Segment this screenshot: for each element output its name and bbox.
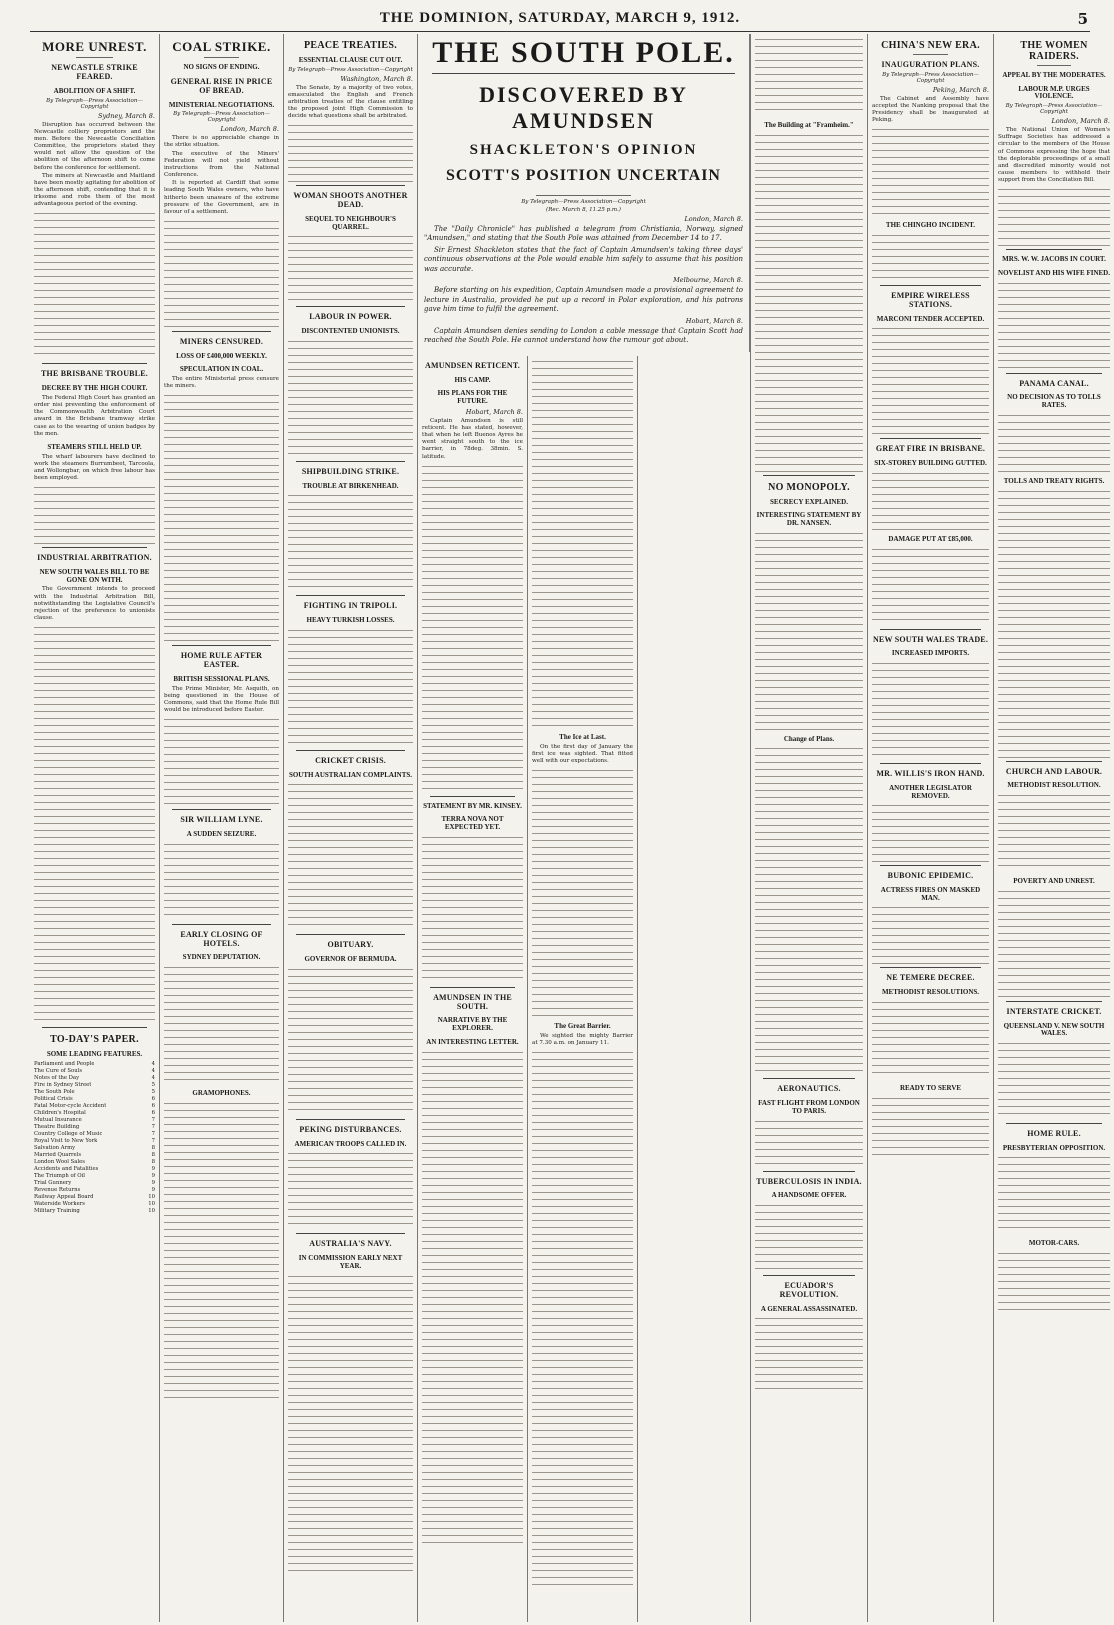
lead-text: Sir Ernest Shackleton states that the fact of Captain Amundsen's taking three days' continuous observations at the Pole would enable him safely to assume that his position was accurate. — [424, 245, 743, 273]
article-text-body — [755, 745, 863, 1075]
article-text: Disruption has occurred between the Newcastle colliery proprietors and the men. Before the Newcastle Conciliation Committee, the proprietors stated they would not allow the question of the abolition of the afternoon shift to come before the conference for settlement. — [34, 121, 155, 171]
headline: MRS. W. W. JACOBS IN COURT. — [1002, 255, 1106, 264]
features-list-item — [34, 1145, 155, 1152]
subheadline: The Great Barrier. — [554, 1022, 611, 1031]
feature-page: 5 — [151, 1081, 155, 1088]
subheadline: IN COMMISSION EARLY NEXT YEAR. — [298, 1254, 403, 1270]
dateline: Melbourne, March 8. — [673, 276, 743, 285]
subheadline: NARRATIVE BY THE EXPLORER. — [437, 1016, 508, 1033]
headline: AUSTRALIA'S NAVY. — [309, 1239, 392, 1249]
byline: By Telegraph—Press Association—Copyright — [173, 111, 270, 124]
byline: By Telegraph—Press Association—Copyright — [46, 97, 143, 110]
headline: CHURCH AND LABOUR. — [1005, 766, 1103, 776]
feature-label: London Wool Sales — [34, 1158, 85, 1165]
features-list-item — [34, 1180, 155, 1187]
subheadline: THE CHINGHO INCIDENT. — [885, 221, 976, 230]
features-list-item — [34, 1194, 155, 1201]
headline: HOME RULE. — [1027, 1128, 1081, 1138]
article-text-body — [998, 792, 1110, 872]
article-text-body — [998, 186, 1110, 246]
article-text-body — [872, 546, 989, 626]
headline: MORE UNREST. — [42, 39, 147, 54]
column-1 — [30, 34, 160, 1622]
subheadline: STEAMERS STILL HELD UP. — [47, 442, 142, 451]
subheadline: NEW SOUTH WALES BILL TO BE GONE ON WITH. — [39, 567, 150, 584]
article-text-body — [422, 463, 523, 793]
features-list-item — [34, 1187, 155, 1194]
column-9 — [994, 34, 1114, 1622]
dateline: London, March 8. — [684, 215, 743, 223]
feature-page: 7 — [151, 1137, 155, 1144]
headline: NE TEMERE DECREE. — [886, 973, 975, 983]
headline: LABOUR IN POWER. — [309, 312, 392, 322]
article-text-body — [872, 126, 989, 216]
feature-label: The Cure of Souls — [34, 1067, 83, 1074]
article-text: There is no appreciable change in the strike situation. — [164, 135, 279, 149]
features-list-item — [34, 1124, 155, 1131]
feature-page: 7 — [151, 1116, 155, 1123]
subheadline: BRITISH SESSIONAL PLANS. — [173, 675, 270, 684]
subheadline: DECREE BY THE HIGH COURT. — [41, 384, 148, 393]
feature-page: 9 — [151, 1165, 155, 1172]
subheadline: FAST FLIGHT FROM LONDON TO PARIS. — [758, 1099, 860, 1115]
article-text: The entire Ministerial press censure the miners. — [164, 376, 279, 390]
lead-subheadline: DISCOVERED BY AMUNDSEN — [479, 82, 688, 133]
feature-label: Royal Visit to New York — [34, 1137, 98, 1144]
subheadline: SYDNEY DEPUTATION. — [182, 953, 261, 962]
byline: By Telegraph—Press Association—Copyright — [882, 71, 979, 84]
headline: SHIPBUILDING STRIKE. — [301, 466, 400, 476]
subheadline: HIS PLANS FOR THE FUTURE. — [437, 389, 508, 406]
dateline: Peking, March 8. — [932, 85, 989, 94]
headline: INDUSTRIAL ARBITRATION. — [37, 553, 152, 563]
headline: NEW SOUTH WALES TRADE. — [872, 634, 989, 644]
subheadline: A HANDSOME OFFER. — [771, 1191, 847, 1200]
advertisement-heading: READY TO SERVE — [899, 1083, 962, 1092]
lead-text: Before starting on his expedition, Captain Amundsen made a provisional agreement to lecture in Australia, provided he put up a record in Polar exploration, and his patrons gave him time to fulfil the agreement. — [424, 286, 743, 314]
article-text-body — [872, 999, 989, 1079]
article-text-body — [755, 1202, 863, 1272]
feature-label: Political Crisis — [34, 1095, 73, 1102]
feature-page: 10 — [148, 1207, 155, 1214]
headline: MR. WILLIS'S IRON HAND. — [876, 769, 985, 779]
headline: AMUNDSEN RETICENT. — [424, 361, 521, 370]
article-text-body — [288, 1273, 413, 1573]
feature-label: Country College of Music — [34, 1130, 103, 1137]
article-text-body — [288, 492, 413, 592]
article-text-body — [532, 767, 633, 1017]
feature-page: 10 — [148, 1193, 155, 1200]
headline: AMUNDSEN IN THE SOUTH. — [433, 992, 512, 1011]
article-text: The Senate, by a majority of two votes, emasculated the English and French arbitration treaties of the clause entitling the proposed joint High Commission to decide what questions shall be arbitrated. — [288, 84, 413, 120]
article-text: The Federal High Court has granted an order nisi preventing the enforcement of the Commonwealth Arbitration Court award in the Brisbane tramway strike case as to the wearing of union badges by the men. — [34, 394, 155, 437]
article-text-body — [872, 232, 989, 282]
received-time: (Rec. March 8, 11.25 p.m.) — [546, 207, 621, 213]
feature-label: The Triumph of Oil — [34, 1172, 86, 1179]
subheadline: QUEENSLAND V. NEW SOUTH WALES. — [1003, 1021, 1105, 1038]
article-text-body — [755, 530, 863, 730]
article-text-body — [998, 1250, 1110, 1310]
headline: INTERSTATE CRICKET. — [1006, 1006, 1102, 1016]
subheadline: HEAVY TURKISH LOSSES. — [306, 616, 395, 625]
subheadline: METHODIST RESOLUTION. — [1007, 781, 1101, 790]
article-text: The executive of the Miners' Federation will not yield without instructions from the National Conference. — [164, 150, 279, 179]
subheadline: ANOTHER LEGISLATOR REMOVED. — [889, 783, 972, 800]
features-list-item — [34, 1117, 155, 1124]
features-list-item — [34, 1201, 155, 1208]
subheadline: HIS CAMP. — [454, 375, 491, 384]
subheadline: METHODIST RESOLUTIONS. — [881, 988, 980, 997]
features-list-item — [34, 1138, 155, 1145]
feature-label: Salvation Army — [34, 1144, 76, 1151]
feature-page: 8 — [151, 1144, 155, 1151]
article-text-body — [288, 338, 413, 458]
subheadline: The Ice at Last. — [559, 733, 606, 741]
subheadline: GOVERNOR OF BERMUDA. — [304, 955, 397, 964]
article-text-body — [164, 1100, 279, 1400]
headline: PEACE TREATIES. — [303, 40, 398, 51]
article-text-body — [164, 841, 279, 921]
headline: HOME RULE AFTER EASTER. — [180, 651, 263, 670]
article-text-body — [422, 1049, 523, 1549]
feature-page: 9 — [151, 1179, 155, 1186]
feature-label: Mutual Insurance — [34, 1116, 82, 1123]
features-list-item — [34, 1096, 155, 1103]
headline: CHINA'S NEW ERA. — [881, 40, 980, 51]
subheadline: SOUTH AUSTRALIAN COMPLAINTS. — [288, 770, 413, 779]
article-text-body — [288, 233, 413, 303]
feature-page: 6 — [151, 1102, 155, 1109]
article-text: The Prime Minister, Mr. Asquith, on being questioned in the House of Commons, said that the Home Rule Bill would be introduced before Easter. — [164, 685, 279, 714]
subheadline: TERRA NOVA NOT EXPECTED YET. — [441, 815, 504, 832]
feature-page: 4 — [151, 1060, 155, 1067]
subheadline: A SUDDEN SEIZURE. — [186, 830, 257, 839]
feature-label: The South Pole — [34, 1088, 75, 1095]
page-number: 5 — [1077, 10, 1088, 28]
article-text-body — [288, 966, 413, 1116]
headline: SIR WILLIAM LYNE. — [180, 815, 263, 825]
headline: TUBERCULOSIS IN INDIA. — [756, 1176, 862, 1186]
features-list-item — [34, 1208, 155, 1215]
subheadline: SPECULATION IN COAL. — [179, 365, 264, 374]
article-text: We sighted the mighty Barrier at 7.30 a.m. on January 11. — [532, 1032, 633, 1046]
subheadline: ABOLITION OF A SHIFT. — [53, 86, 136, 95]
subheadline: SIX-STOREY BUILDING GUTTED. — [874, 459, 987, 468]
article-text-body — [164, 964, 279, 1084]
article-text-body — [872, 904, 989, 964]
features-list-item — [34, 1061, 155, 1068]
headline: AERONAUTICS. — [777, 1084, 841, 1094]
article-text-body — [998, 1154, 1110, 1234]
feature-label: Railway Appeal Board — [34, 1193, 94, 1200]
headline: NO MONOPOLY. — [768, 481, 850, 493]
feature-page: 7 — [151, 1123, 155, 1130]
subheadline: INCREASED IMPORTS. — [891, 649, 970, 658]
headline: TO-DAY'S PAPER. — [50, 1034, 139, 1046]
byline: By Telegraph—Press Association—Copyright — [1005, 103, 1103, 116]
subheadline: SEQUEL TO NEIGHBOUR'S QUARREL. — [305, 215, 396, 231]
article-text: The wharf labourers have declined to work the steamers Burrumbeet, Tarcoola, and Wollongbar, on which free labour has been employed. — [34, 453, 155, 482]
feature-page: 7 — [151, 1130, 155, 1137]
feature-label: Revenue Returns — [34, 1186, 81, 1193]
headline: EMPIRE WIRELESS STATIONS. — [891, 291, 970, 309]
dateline: Washington, March 8. — [340, 74, 413, 83]
article-text-body — [34, 484, 155, 544]
feature-label: Fatal Motor-cycle Accident — [34, 1102, 107, 1109]
subheadline: NO DECISION AS TO TOLLS RATES. — [1007, 393, 1101, 410]
subheadline: PRESBYTERIAN OPPOSITION. — [1002, 1143, 1106, 1152]
feature-page: 6 — [151, 1095, 155, 1102]
feature-label: Married Quarrels — [34, 1151, 82, 1158]
subheadline: A GENERAL ASSASSINATED. — [760, 1304, 858, 1313]
article-text-body — [998, 280, 1110, 370]
article-text: It is reported at Cardiff that some leading South Wales owners, who have hitherto been unaware of the extreme pressure of the Government, are in favour of a settlement. — [164, 180, 279, 215]
subheadline: MOTOR-CARS. — [1028, 1239, 1080, 1248]
headline: ECUADOR'S REVOLUTION. — [779, 1281, 839, 1299]
feature-label: Accidents and Fatalities — [34, 1165, 99, 1172]
lead-text: The "Daily Chronicle" has published a telegram from Christiania, Norway, signed "Amundsen," and stating that the South Pole was attained from December 14 to 17. — [424, 225, 743, 243]
feature-page: 4 — [151, 1067, 155, 1074]
column-3 — [284, 34, 418, 1622]
headline: WOMAN SHOOTS ANOTHER DEAD. — [293, 191, 408, 210]
article-text-body — [872, 802, 989, 862]
feature-page: 6 — [151, 1109, 155, 1116]
subheadline: LOSS OF £400,000 WEEKLY. — [176, 351, 267, 360]
article-text-body — [998, 488, 1110, 758]
byline: By Telegraph—Press Association—Copyright — [288, 66, 413, 73]
headline: COAL STRIKE. — [172, 39, 271, 54]
subheadline: POVERTY AND UNREST. — [1013, 877, 1095, 886]
column-5 — [418, 356, 528, 1622]
article-text: On the first day of January the first ice was sighted. That fitted well with our expectations. — [532, 743, 633, 764]
subheadline: INAUGURATION PLANS. — [881, 60, 980, 69]
column-2 — [160, 34, 284, 1622]
subheadline: TROUBLE AT BIRKENHEAD. — [302, 481, 399, 490]
dateline: Hobart, March 8. — [685, 316, 743, 325]
byline: By Telegraph—Press Association—Copyright — [521, 199, 646, 205]
article-text-body — [872, 660, 989, 760]
headline: PEKING DISTURBANCES. — [299, 1124, 402, 1134]
article-text: The miners at Newcastle and Maitland have been mostly agitating for abolition of the afternoon shift, contending that it is irksome and robs them of the most advantageous period of the evening. — [34, 172, 155, 208]
lead-subheadline: SHACKLETON'S OPINION — [469, 142, 698, 158]
subheadline: GENERAL RISE IN PRICE OF BREAD. — [170, 76, 273, 95]
subheadline: The Building at "Framheim." — [764, 121, 854, 129]
article-text-body — [755, 36, 863, 116]
feature-page: 9 — [151, 1186, 155, 1193]
masthead-title: THE DOMINION, SATURDAY, MARCH 9, 1912. — [379, 10, 741, 26]
dateline: London, March 8. — [220, 125, 279, 134]
features-list-item — [34, 1131, 155, 1138]
article-text-body — [532, 1049, 633, 1589]
article-text-body — [164, 392, 279, 642]
dateline: Sydney, March 8. — [98, 111, 155, 120]
features-list-item — [34, 1103, 155, 1110]
feature-label: Notes of the Day — [34, 1074, 80, 1081]
article-text-body — [288, 1150, 413, 1230]
features-list-item — [34, 1089, 155, 1096]
article-text: The Cabinet and Assembly have accepted the Nanking proposal that the Presidency shall be inaugurated at Peking. — [872, 95, 989, 124]
feature-page: 8 — [151, 1158, 155, 1165]
features-list-item — [34, 1082, 155, 1089]
dateline: Hobart, March 8. — [465, 407, 523, 416]
feature-page: 9 — [151, 1172, 155, 1179]
feature-page: 5 — [151, 1088, 155, 1095]
subheadline: SECRECY EXPLAINED. — [770, 497, 848, 506]
article-text-body — [755, 1315, 863, 1395]
article-text: The Government intends to proceed with the Industrial Arbitration Bill, notwithstanding the Legislative Council's rejection of the preference to unionists clause. — [34, 586, 155, 621]
headline: STATEMENT BY MR. KINSEY. — [423, 801, 522, 810]
feature-label: Waterside Workers — [34, 1200, 85, 1207]
subheadline: TOLLS AND TREATY RIGHTS. — [1003, 476, 1105, 485]
subheadline: MINISTERIAL NEGOTIATIONS. — [168, 100, 275, 109]
subheadline: NO SIGNS OF ENDING. — [183, 63, 260, 72]
article-text: Captain Amundsen is still reticent. He has stated, however, that when he left Buenos Ayres he went straight south to the ice barrier, in 78deg. 38min. S. latitude. — [422, 417, 523, 460]
subheadline: APPEAL BY THE MODERATES. — [1002, 71, 1106, 79]
headline: THE WOMEN RAIDERS. — [1020, 40, 1088, 62]
subheadline: MARCONI TENDER ACCEPTED. — [876, 314, 985, 323]
article-text-body — [34, 624, 155, 1024]
feature-label: Trial Gunnery — [34, 1179, 72, 1186]
subheadline: DISCONTENTED UNIONISTS. — [301, 327, 400, 336]
article-text-body — [288, 122, 413, 182]
article-text-body — [288, 627, 413, 747]
advertisement-text — [872, 1095, 989, 1155]
features-list-item — [34, 1152, 155, 1159]
article-text-body — [422, 834, 523, 984]
feature-label: Parliament and People — [34, 1060, 95, 1067]
subheadline: NEWCASTLE STRIKE FEARED. — [51, 63, 138, 82]
headline: CRICKET CRISIS. — [315, 755, 386, 765]
headline: FIGHTING IN TRIPOLI. — [303, 601, 398, 611]
features-list-item — [34, 1075, 155, 1082]
feature-page: 8 — [151, 1151, 155, 1158]
feature-label: Fire in Sydney Street — [34, 1081, 92, 1088]
dateline: London, March 8. — [1051, 117, 1110, 126]
article-text-body — [164, 218, 279, 328]
features-list-item — [34, 1068, 155, 1075]
feature-page: 4 — [151, 1074, 155, 1081]
lead-story — [418, 34, 750, 352]
subheadline: LABOUR M.P. URGES VIOLENCE. — [1018, 84, 1090, 101]
article-text-body — [34, 210, 155, 360]
subheadline: ACTRESS FIRES ON MASKED MAN. — [880, 886, 981, 902]
article-text-body — [755, 1118, 863, 1168]
subheadline: DAMAGE PUT AT £85,000. — [888, 534, 973, 543]
article-text-body — [998, 412, 1110, 472]
masthead — [30, 4, 1090, 32]
article-text-body — [288, 781, 413, 931]
lead-subheadline: SCOTT'S POSITION UNCERTAIN — [446, 167, 721, 184]
headline: PANAMA CANAL. — [1019, 378, 1089, 388]
article-text-body — [164, 716, 279, 806]
subheadline: ESSENTIAL CLAUSE CUT OUT. — [298, 56, 403, 64]
headline: OBITUARY. — [327, 940, 374, 950]
lead-headline: THE SOUTH POLE. — [432, 36, 735, 69]
features-list-item — [34, 1173, 155, 1180]
column-8 — [868, 34, 994, 1622]
features-list-item — [34, 1166, 155, 1173]
features-list-item — [34, 1159, 155, 1166]
article-text-body — [755, 132, 863, 472]
headline: MINERS CENSURED. — [179, 336, 264, 346]
feature-label: Military Training — [34, 1207, 80, 1214]
subheadline: AN INTERESTING LETTER. — [426, 1037, 519, 1046]
article-text-body — [998, 888, 1110, 998]
subheadline: SOME LEADING FEATURES. — [46, 1050, 143, 1059]
features-list — [34, 1061, 155, 1215]
headline: EARLY CLOSING OF HOTELS. — [180, 929, 263, 948]
article-text-body — [872, 325, 989, 435]
subheadline: GRAMOPHONES. — [192, 1089, 251, 1098]
subheadline: AMERICAN TROOPS CALLED IN. — [294, 1139, 407, 1148]
article-text: The National Union of Women's Suffrage Societies has addressed a circular to the members of the House of Commons expressing the hope that the deplorable proceedings of a small and discredited minority would not cause members to withhold their support from the Conciliation Bill. — [998, 127, 1110, 184]
feature-label: Children's Hospital — [34, 1109, 86, 1116]
headline: THE BRISBANE TROUBLE. — [41, 369, 148, 379]
column-6 — [528, 356, 638, 1622]
headline: GREAT FIRE IN BRISBANE. — [875, 444, 986, 454]
headline: BUBONIC EPIDEMIC. — [887, 871, 974, 881]
feature-page: 10 — [148, 1200, 155, 1207]
column-7 — [750, 34, 868, 1622]
article-text-body — [872, 470, 989, 530]
feature-label: Theatre Building — [34, 1123, 80, 1130]
subheadline: NOVELIST AND HIS WIFE FINED. — [998, 269, 1110, 277]
article-text-body — [998, 1040, 1110, 1120]
features-list-item — [34, 1110, 155, 1117]
article-text-body — [532, 358, 633, 728]
subheadline: INTERESTING STATEMENT BY DR. NANSEN. — [756, 511, 862, 528]
lead-text: Captain Amundsen denies sending to London a cable message that Captain Scott had reached the South Pole. He cannot understand how the rumour got about. — [424, 326, 743, 344]
subheadline: Change of Plans. — [783, 734, 835, 743]
